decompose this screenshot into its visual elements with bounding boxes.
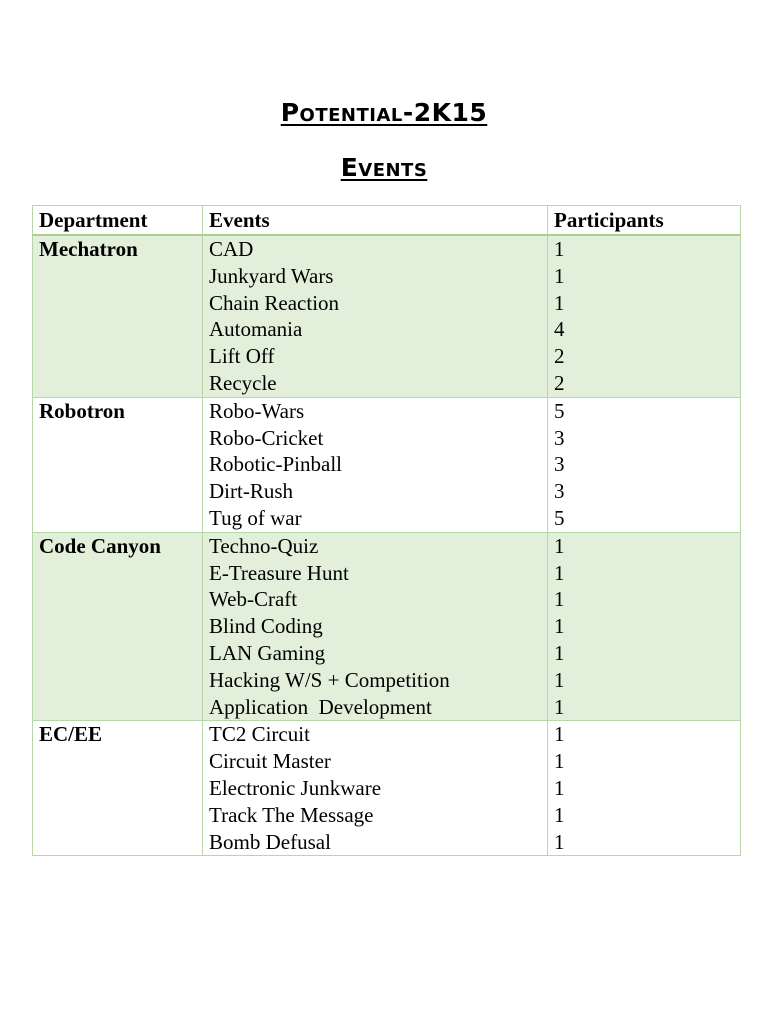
department-name: Code Canyon xyxy=(39,533,161,558)
participant-count: 3 xyxy=(554,425,565,450)
event-name: Electronic Junkware xyxy=(209,775,382,800)
participant-count: 1 xyxy=(554,560,565,585)
events-cell xyxy=(203,532,548,721)
events-cell xyxy=(203,721,548,856)
event-name: TC2 Circuit xyxy=(209,722,310,747)
event-name: Automania xyxy=(209,317,303,342)
participant-count: 1 xyxy=(554,587,565,612)
participant-count: 1 xyxy=(554,614,565,639)
table-header-row xyxy=(33,206,741,236)
table-row xyxy=(33,235,741,397)
participant-count: 1 xyxy=(554,775,565,800)
column-header-events: Events xyxy=(203,206,548,236)
participant-count: 1 xyxy=(554,722,565,747)
participant-count: 1 xyxy=(554,533,565,558)
table-row xyxy=(33,397,741,532)
event-name: Robotic-Pinball xyxy=(209,452,342,477)
event-name: LAN Gaming xyxy=(209,640,326,665)
events-cell xyxy=(203,397,548,532)
participant-count: 2 xyxy=(554,370,565,395)
department-cell xyxy=(33,532,203,721)
participant-count: 3 xyxy=(554,452,565,477)
participant-count: 1 xyxy=(554,667,565,692)
column-header-department: Department xyxy=(33,206,203,236)
event-name: Junkyard Wars xyxy=(209,263,334,288)
event-name: Robo-Wars xyxy=(209,398,305,423)
department-name: Robotron xyxy=(39,398,125,423)
participant-count: 1 xyxy=(554,694,565,719)
participant-count: 1 xyxy=(554,263,565,288)
event-name: Robo-Cricket xyxy=(209,425,324,450)
column-header-participants: Participants xyxy=(548,206,741,236)
participants-cell xyxy=(548,532,741,721)
event-name: Hacking W/S + Competition xyxy=(209,667,450,692)
department-name: Mechatron xyxy=(39,237,138,261)
participant-count: 3 xyxy=(554,479,565,504)
event-name: Tug of war xyxy=(209,505,302,530)
participants-cell xyxy=(548,721,741,856)
event-name: Circuit Master xyxy=(209,749,331,774)
events-table xyxy=(32,205,741,856)
table-row xyxy=(33,532,741,721)
participant-count: 4 xyxy=(554,317,565,342)
page-subtitle: Events xyxy=(340,153,428,182)
event-name: Bomb Defusal xyxy=(209,829,331,854)
event-name: Web-Craft xyxy=(209,587,298,612)
participant-count: 1 xyxy=(554,640,565,665)
participant-count: 1 xyxy=(554,749,565,774)
event-name: Chain Reaction xyxy=(209,290,340,315)
event-name: Application Development xyxy=(209,694,432,719)
table-row xyxy=(33,721,741,856)
participant-count: 1 xyxy=(554,237,565,261)
participants-cell xyxy=(548,397,741,532)
participant-count: 5 xyxy=(554,398,565,423)
department-cell xyxy=(33,397,203,532)
participant-count: 5 xyxy=(554,505,565,530)
participant-count: 1 xyxy=(554,290,565,315)
events-cell xyxy=(203,235,548,397)
event-name: Dirt-Rush xyxy=(209,479,293,504)
event-name: Blind Coding xyxy=(209,614,323,639)
event-name: Techno-Quiz xyxy=(209,533,319,558)
event-name: E-Treasure Hunt xyxy=(209,560,349,585)
department-name: EC/EE xyxy=(39,722,103,747)
department-cell xyxy=(33,235,203,397)
participants-cell xyxy=(548,235,741,397)
event-name: CAD xyxy=(209,237,254,261)
participant-count: 1 xyxy=(554,802,565,827)
participant-count: 2 xyxy=(554,344,565,369)
event-name: Track The Message xyxy=(209,802,374,827)
event-name: Lift Off xyxy=(209,344,275,369)
participant-count: 1 xyxy=(554,829,565,854)
page-title: Potential-2K15 xyxy=(280,98,488,127)
department-cell xyxy=(33,721,203,856)
event-name: Recycle xyxy=(209,370,277,395)
